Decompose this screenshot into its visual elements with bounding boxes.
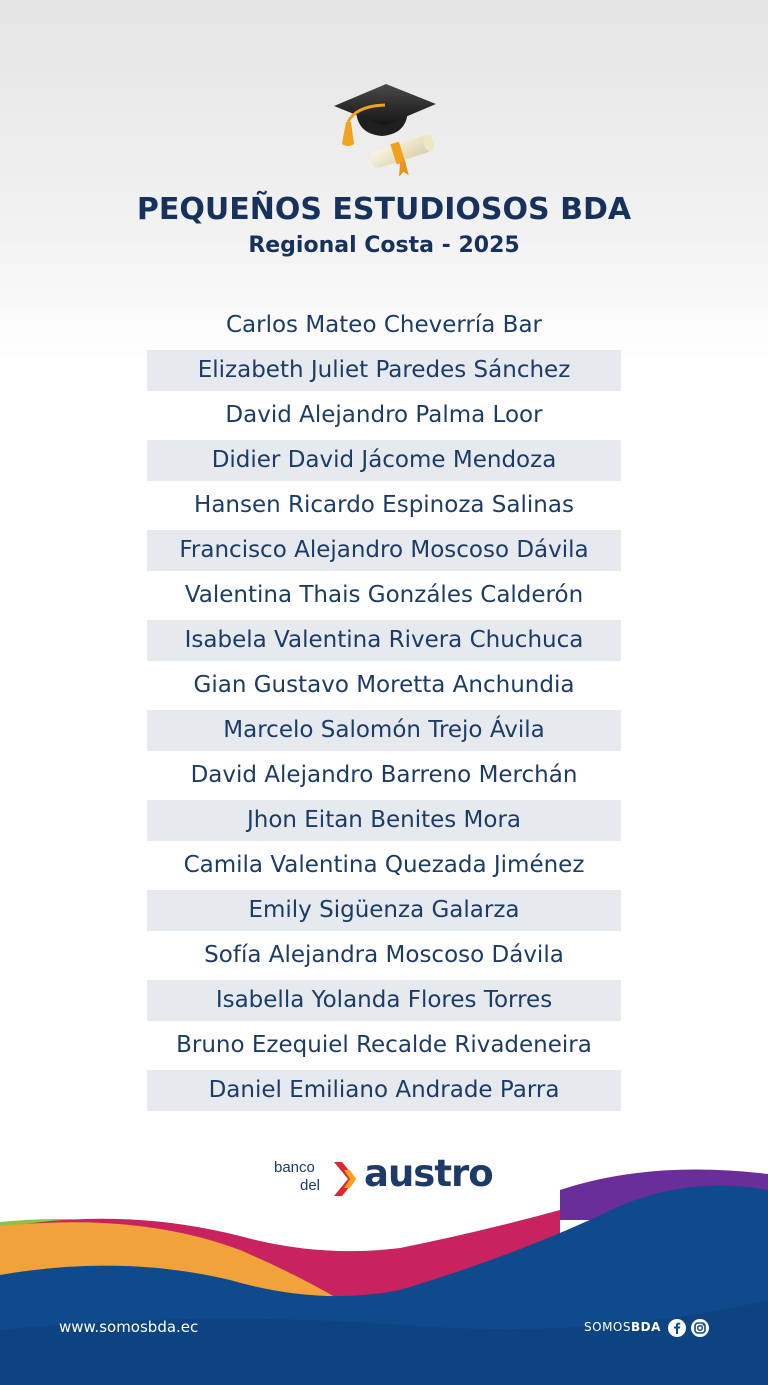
facebook-icon[interactable] <box>668 1319 686 1337</box>
graduation-cap-icon <box>326 76 442 176</box>
student-list <box>147 305 621 1115</box>
list-item: Francisco Alejandro Moscoso Dávila <box>147 530 621 571</box>
list-item: David Alejandro Barreno Merchán <box>190 762 578 788</box>
list-item: Marcelo Salomón Trejo Ávila <box>147 710 621 751</box>
logo-text-banco: banco <box>274 1159 315 1176</box>
brand-prefix: SOMOS <box>584 1320 631 1334</box>
website-link[interactable]: www.somosbda.ec <box>59 1318 199 1336</box>
list-item: Elizabeth Juliet Paredes Sánchez <box>147 350 621 391</box>
list-item: Carlos Mateo Cheverría Bar <box>225 312 543 338</box>
page-subtitle: Regional Costa - 2025 <box>248 233 520 258</box>
list-item: Didier David Jácome Mendoza <box>147 440 621 481</box>
list-item: Hansen Ricardo Espinoza Salinas <box>194 492 574 518</box>
list-item: Jhon Eitan Benites Mora <box>147 800 621 841</box>
logo-text-austro: austro <box>364 1152 493 1195</box>
logo-text-del: del <box>300 1177 321 1194</box>
list-item: Sofía Alejandra Moscoso Dávila <box>204 942 564 968</box>
list-item: Camila Valentina Quezada Jiménez <box>183 852 585 878</box>
list-item: Emily Sigüenza Galarza <box>147 890 621 931</box>
list-item: Isabella Yolanda Flores Torres <box>147 980 621 1021</box>
list-item: Valentina Thais Gonzáles Calderón <box>184 582 584 608</box>
brand-handle <box>584 1320 661 1334</box>
page-title: PEQUEÑOS ESTUDIOSOS BDA <box>136 192 632 227</box>
list-item: Daniel Emiliano Andrade Parra <box>147 1070 621 1111</box>
footer-waves <box>0 1150 768 1385</box>
list-item: Bruno Ezequiel Recalde Rivadeneira <box>176 1032 592 1058</box>
list-item: David Alejandro Palma Loor <box>225 402 543 428</box>
list-item: Gian Gustavo Moretta Anchundia <box>193 672 575 698</box>
list-item: Isabela Valentina Rivera Chuchuca <box>147 620 621 661</box>
instagram-icon[interactable] <box>691 1319 709 1337</box>
brand-suffix: BDA <box>630 1320 661 1334</box>
